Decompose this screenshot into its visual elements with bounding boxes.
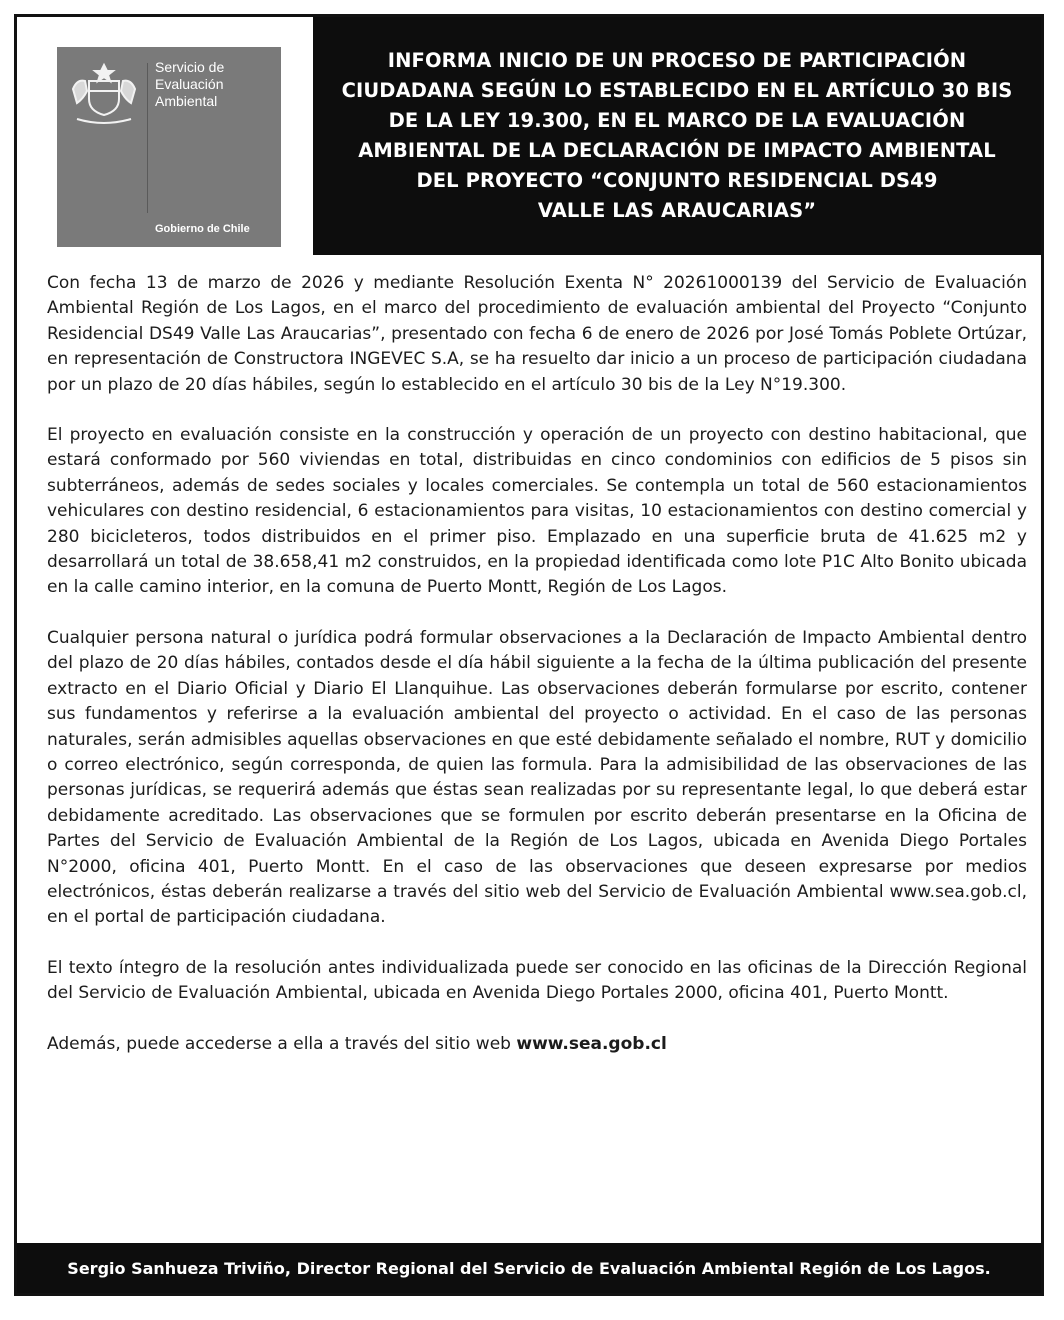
paragraph-website (47, 1032, 1027, 1057)
logo-divider (147, 63, 148, 213)
notice-header (17, 17, 1041, 255)
title-line2: CIUDADANA SEGÚN LO ESTABLECIDO EN EL ARTÍCULO 30 BIS (341, 79, 1013, 102)
logo-name-line1: Servicio de (155, 59, 225, 75)
coat-of-arms-icon (63, 59, 145, 129)
title-banner (313, 17, 1041, 255)
paragraph-full-text: El texto íntegro de la resolución antes individualizada puede ser conocido en las oficinas de la Dirección Regional del Servicio de Evaluación Ambiental, ubicada en Avenida Diego Portales 2000, oficina 401, Puerto Montt. (47, 957, 1027, 1004)
title-line3: DE LA LEY 19.300, EN EL MARCO DE LA EVALUACIÓN (388, 109, 966, 132)
title-line6: VALLE LAS ARAUCARIAS” (537, 199, 817, 222)
paragraph-observations: Cualquier persona natural o jurídica podrá formular observaciones a la Declaración de Impacto Ambiental dentro del plazo de 20 días hábiles, contados desde el día hábil siguiente a la fecha de la última publicación del presente extracto en el Diario Oficial y Diario El Llanquihue. Las observaciones deberán formularse por escrito, contener sus fundamentos y referirse a la evaluación ambiental del proyecto o actividad. En el caso de las personas naturales, serán admisibles aquellas observaciones en que esté debidamente señalado el nombre, RUT y domicilio o correo electrónico, según corresponda, de quien las formula. Para la admisibilidad de las observaciones de las personas jurídicas, se requerirá además que éstas sean realizadas por su representante legal, lo que deberá estar debidamente acreditado. Las observaciones que se formulen por escrito deberán presentarse en la Oficina de Partes del Servicio de Evaluación Ambiental de la Región de Los Lagos, ubicada en Avenida Diego Portales N°2000, oficina 401, Puerto Montt. En el caso de las observaciones que deseen expresarse por medios electrónicos, éstas deberán realizarse a través del sitio web del Servicio de Evaluación Ambiental www.sea.gob.cl, en el portal de participación ciudadana. (47, 627, 1027, 928)
title-line4: AMBIENTAL DE LA DECLARACIÓN DE IMPACTO AMBIENTAL (358, 139, 996, 162)
logo-area (17, 17, 313, 255)
paragraph-project-description: El proyecto en evaluación consiste en la construcción y operación de un proyecto con destino habitacional, que estará conformado por 560 viviendas en total, distribuidas en cinco condominios con edificios de 5 pisos sin subterráneos, además de sedes sociales y locales comerciales. Se contempla un total de 560 estacionamientos vehiculares con destino residencial, 6 estacionamientos para visitas, 10 estacionamientos con destino comercial y 280 bicicleteros, todos distribuidos en el primer piso. Emplazado en una superficie bruta de 41.625 m2 y desarrollará un total de 38.658,41 m2 construidos, en la propiedad identificada como lote P1C Alto Bonito ubicada en la calle camino interior, en la comuna de Puerto Montt, Región de Los Lagos. (47, 425, 1027, 598)
website-link[interactable]: www.sea.gob.cl (516, 1033, 667, 1054)
website-intro: Además, puede accederse a ella a través del sitio web (47, 1033, 517, 1054)
sea-logo (57, 47, 281, 247)
notice-title (342, 46, 1013, 226)
logo-government: Gobierno de Chile (155, 223, 250, 235)
logo-name-line2: Evaluación (155, 76, 224, 92)
paragraph-resolution: Con fecha 13 de marzo de 2026 y mediante Resolución Exenta N° 20261000139 del Servicio de Evaluación Ambiental Región de Los Lagos, en el marco del procedimiento de evaluación ambiental del Proyecto “Conjunto Residencial DS49 Valle Las Araucarias”, presentado con fecha 6 de enero de 2026 por José Tomás Poblete Ortúzar, en representación de Constructora INGEVEC S.A, se ha resuelto dar inicio a un proceso de participación ciudadana por un plazo de 20 días hábiles, según lo establecido en el artículo 30 bis de la Ley N°19.300. (47, 273, 1027, 395)
logo-name-line3: Ambiental (155, 93, 218, 109)
signature-footer (17, 1243, 1041, 1293)
title-line1: INFORMA INICIO DE UN PROCESO DE PARTICIPACIÓN (387, 49, 967, 72)
logo-name (155, 59, 275, 110)
notice-frame (14, 14, 1044, 1296)
title-line5: DEL PROYECTO “CONJUNTO RESIDENCIAL DS49 (416, 169, 938, 192)
notice-body (47, 271, 1027, 1057)
signature-text: Sergio Sanhueza Triviño, Director Regional del Servicio de Evaluación Ambiental Región de Los Lagos. (67, 1258, 991, 1278)
